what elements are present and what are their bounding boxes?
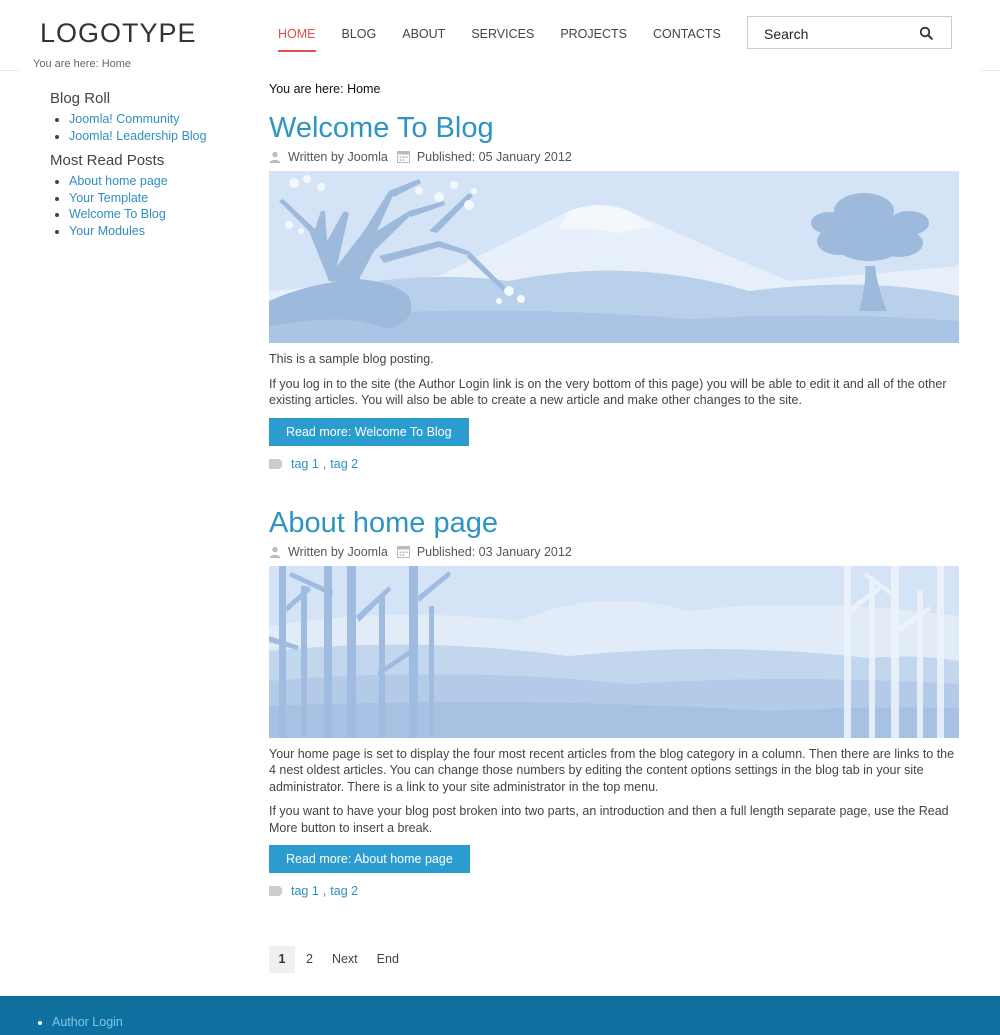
tag-link[interactable]: tag 1 — [291, 884, 319, 898]
article-tags: tag 1 , tag 2 — [269, 455, 959, 473]
breadcrumb: You are here: Home — [269, 82, 381, 96]
article-text: If you want to have your blog post broken into two parts, an introduction and then a full length separate page, use the Read More button to insert a break. — [269, 804, 949, 835]
calendar-icon — [397, 546, 410, 558]
nav-item-home[interactable]: HOME — [265, 0, 329, 68]
article-meta — [269, 146, 959, 168]
blog-roll-title: Blog Roll — [50, 90, 111, 107]
most-read-list — [50, 173, 250, 239]
article-image-bamboo-landscape — [269, 566, 959, 738]
tag-link[interactable]: tag 1 — [291, 456, 319, 471]
footer-links — [0, 1014, 123, 1030]
most-read-link[interactable]: Your Modules — [69, 223, 145, 238]
list-item — [69, 111, 250, 128]
user-icon — [269, 546, 281, 558]
article-text: If you log in to the site (the Author Login link is on the very bottom of this page) you will be able to edit it and all of the other existing articles. You will also be able to create a new article and make other changes to the site. — [269, 376, 947, 407]
read-more-button[interactable]: Read more: About home page — [269, 845, 470, 873]
article-title[interactable]: Welcome To Blog — [269, 112, 494, 144]
nav-item-about[interactable]: ABOUT — [402, 27, 446, 41]
main-content — [269, 80, 959, 900]
article — [269, 110, 959, 473]
read-more-button[interactable]: Read more: Welcome To Blog — [269, 418, 469, 446]
page-next[interactable]: Next — [331, 952, 358, 966]
tag-link[interactable]: tag 2 — [330, 456, 359, 471]
header-breadcrumb: You are here: Home — [33, 58, 132, 70]
search-box — [747, 16, 952, 49]
list-item — [69, 223, 250, 240]
nav-item-blog[interactable]: BLOG — [341, 27, 377, 41]
most-read-title: Most Read Posts — [50, 152, 165, 170]
user-icon — [269, 151, 281, 163]
article-tags: tag 1 , tag 2 — [269, 882, 959, 900]
article-author: Written by Joomla — [288, 150, 388, 164]
search-icon[interactable] — [919, 26, 933, 40]
author-login-link[interactable]: Author Login — [52, 1015, 123, 1029]
page-link-2[interactable]: 2 — [306, 952, 313, 966]
most-read-link[interactable]: Your Template — [69, 190, 149, 205]
list-item — [69, 190, 250, 207]
page-end[interactable]: End — [376, 952, 399, 966]
list-item — [69, 206, 250, 223]
site-header — [0, 0, 1000, 72]
calendar-icon — [397, 151, 410, 163]
nav-item-projects[interactable]: PROJECTS — [560, 27, 627, 41]
article-published: Published: 05 January 2012 — [416, 150, 572, 164]
article-text: Your home page is set to display the four most recent articles from the blog category in a column. Then there are links to the 4 nest oldest articles. You can change those numbers by editing the content options settings in the blog tab in your site administrator. There is a link to your site administrator in the top menu. — [269, 746, 955, 794]
blog-roll-link[interactable]: Joomla! Community — [69, 112, 180, 126]
most-read-link[interactable]: Welcome To Blog — [69, 207, 166, 222]
article-title[interactable]: About home page — [269, 506, 498, 539]
logo[interactable]: LOGOTYPE — [40, 18, 197, 48]
search-input[interactable] — [748, 17, 936, 50]
article-text: This is a sample blog posting. — [269, 352, 434, 366]
tag-icon — [269, 459, 282, 469]
blog-roll-link[interactable]: Joomla! Leadership Blog — [69, 128, 207, 143]
nav-item-contacts[interactable]: CONTACTS — [653, 27, 721, 41]
page-current: 1 — [269, 946, 295, 973]
article — [269, 505, 959, 901]
article-published: Published: 03 January 2012 — [416, 544, 572, 559]
article-author: Written by Joomla — [288, 544, 388, 559]
list-item — [52, 1014, 123, 1030]
article-meta — [269, 541, 959, 563]
tag-link[interactable]: tag 2 — [330, 884, 359, 898]
tag-icon — [269, 886, 282, 896]
main-nav — [265, 0, 734, 72]
article-image-cherry-mountain — [269, 171, 959, 343]
pagination — [269, 946, 410, 973]
blog-roll-list — [50, 111, 250, 144]
site-footer — [0, 996, 1000, 1035]
list-item — [69, 128, 250, 145]
list-item — [69, 173, 250, 190]
most-read-link[interactable]: About home page — [69, 174, 168, 189]
nav-item-services[interactable]: SERVICES — [471, 27, 535, 41]
sidebar — [50, 90, 250, 248]
header-divider — [0, 70, 1000, 71]
